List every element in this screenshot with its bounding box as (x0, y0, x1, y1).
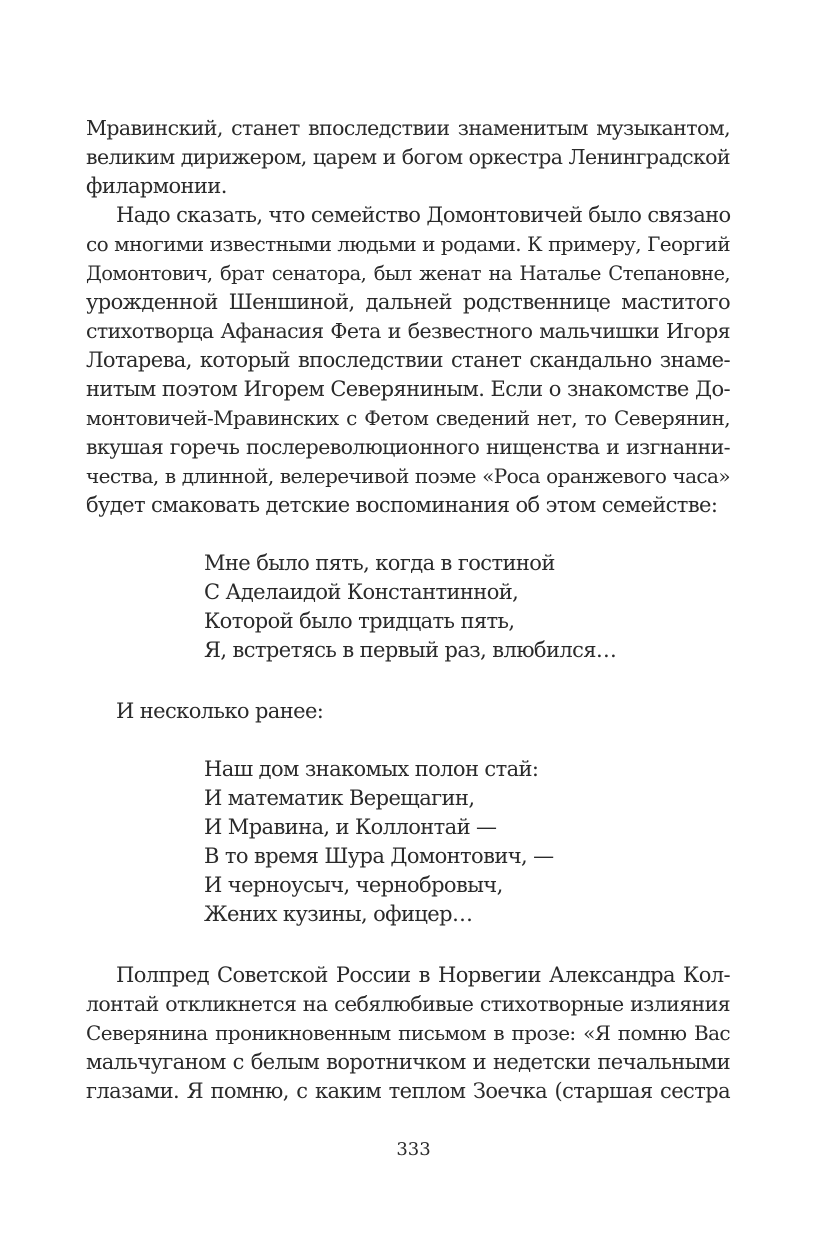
verse-line: Мне было пять, когда в гостиной (204, 551, 555, 575)
verse-line: Жених кузины, офицер… (204, 902, 473, 926)
verse-line: Я, встретясь в первый раз, влюбился… (204, 638, 617, 662)
text-line: со многими известными людьми и родами. К примеру, Георгий (86, 232, 730, 256)
verse-line: Которой было тридцать пять, (204, 609, 515, 633)
text-line: глазами. Я помню, с каким теплом Зоечка (старшая сестра (86, 1079, 730, 1103)
text-line: Лотарева, который впоследствии станет скандально знаме- (86, 348, 730, 372)
verse-line: В то время Шура Домонтович, — (204, 844, 554, 868)
text-line: Северянина проникновенным письмом в прозе: «Я помню Вас (86, 1021, 730, 1045)
text-line: Надо сказать, что семейство Домонтовичей было связано (116, 203, 731, 227)
text-line: урожденной Шеншиной, дальней родственнице маститого (86, 290, 730, 314)
page-number: 333 (396, 1139, 431, 1160)
text-line: стихотворца Афанасия Фета и безвестного мальчишки Игоря (86, 319, 730, 343)
text-line: филармонии. (86, 174, 227, 198)
text-line: И несколько ранее: (116, 699, 324, 723)
text-line: Мравинский, станет впоследствии знаменитым музыкантом, (86, 116, 730, 140)
verse-line: И черноусыч, чернобровыч, (204, 873, 503, 897)
verse-line: Наш дом знакомых полон стай: (204, 757, 539, 781)
text-line: мальчуганом с белым воротничком и недетски печальными (86, 1050, 730, 1074)
text-line: Домонтович, брат сенатора, был женат на Наталье Степановне, (86, 262, 730, 285)
text-line: великим дирижером, царем и богом оркестра Ленинградской (86, 145, 730, 169)
text-line: Полпред Советской России в Норвегии Александра Кол- (116, 963, 730, 987)
text-line: чества, в длинной, велеречивой поэме «Роса оранжевого часа» (86, 464, 730, 488)
text-line: вкушая горечь послереволюционного нищенства и изгнанни- (86, 435, 730, 459)
verse-line: И математик Верещагин, (204, 786, 475, 810)
text-line: нитым поэтом Игорем Северяниным. Если о знакомстве До- (86, 377, 730, 401)
verse-line: С Аделаидой Константинной, (204, 580, 519, 604)
text-line: монтовичей-Мравинских с Фетом сведений нет, то Северянин, (86, 406, 730, 430)
text-line: лонтай откликнется на себялюбивые стихотворные излияния (86, 992, 730, 1016)
verse-line: И Мравина, и Коллонтай — (204, 815, 497, 839)
text-line: будет смаковать детские воспоминания об этом семействе: (86, 493, 718, 517)
